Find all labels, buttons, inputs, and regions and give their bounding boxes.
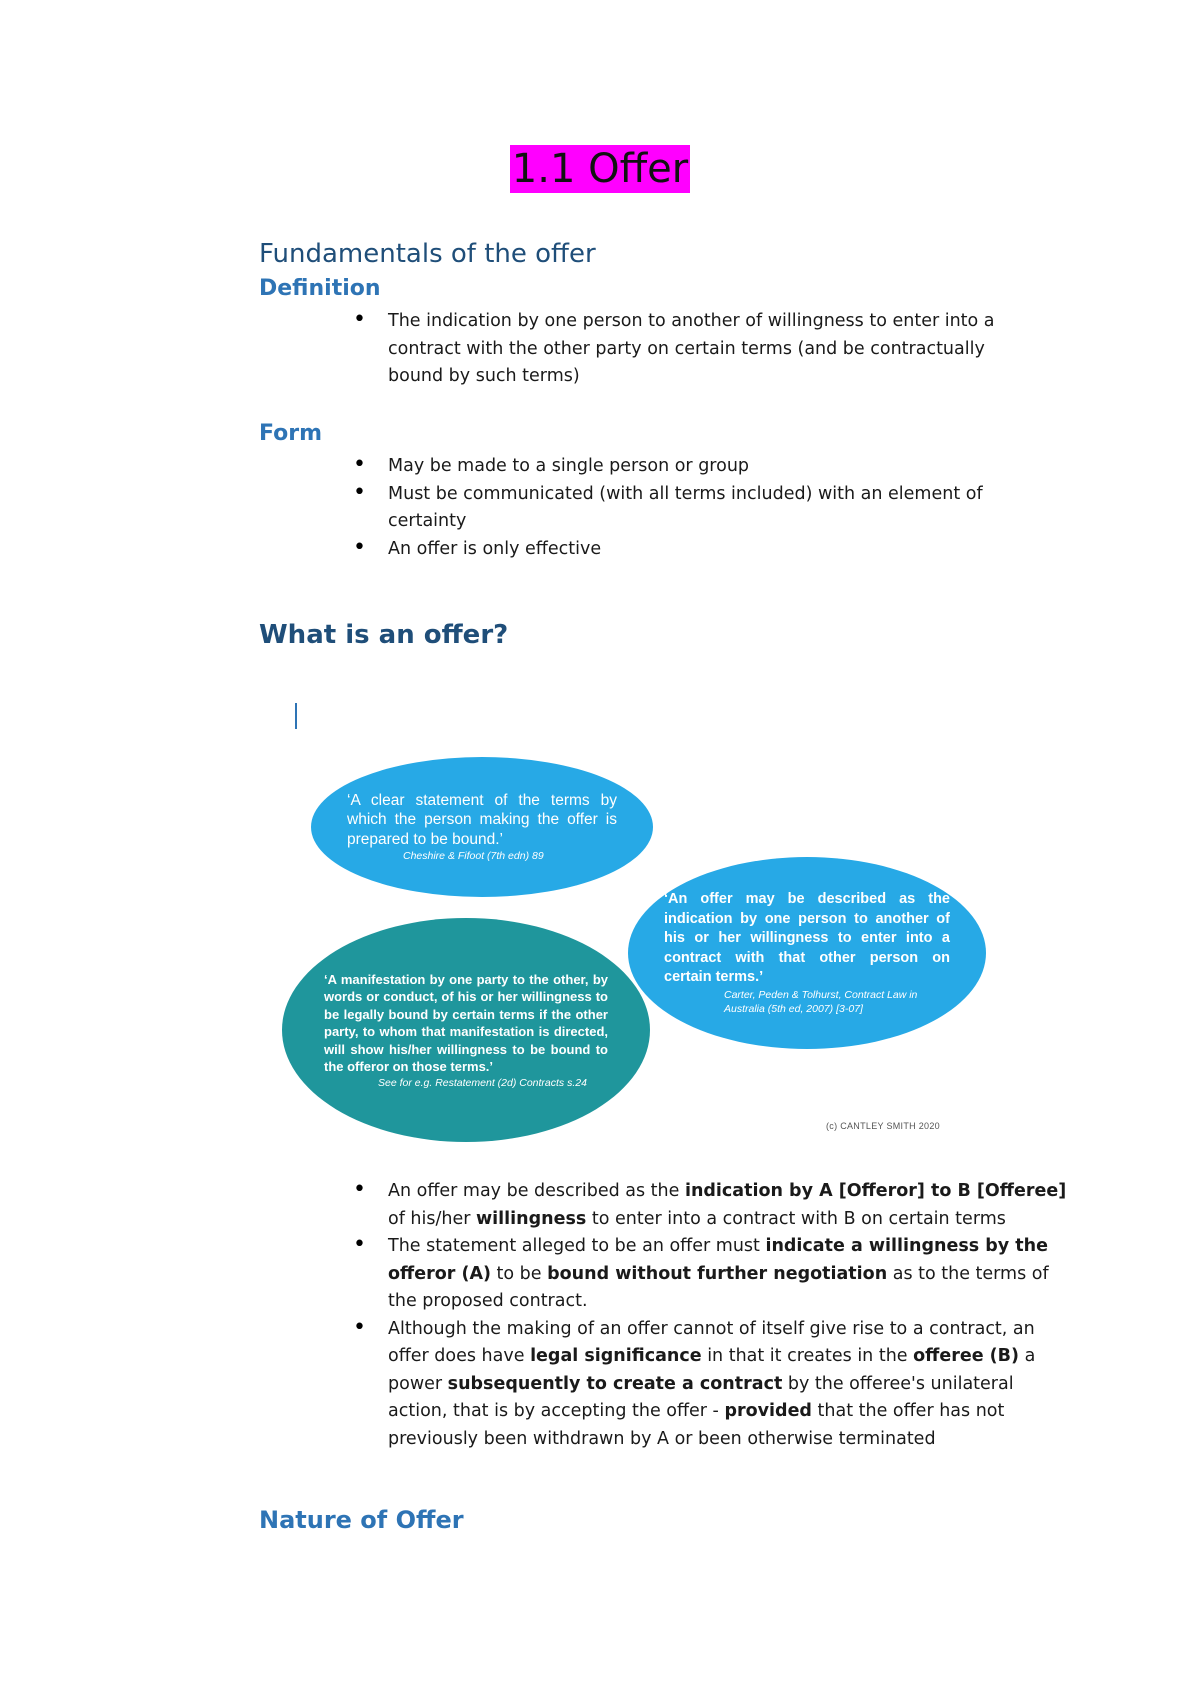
definition-list [388,308,1028,391]
heading-form: Form [259,421,323,446]
quote-text: ‘A clear statement of the terms by which the person making the offer is prepared to be bound.’ [347,791,617,848]
quote-text: ‘A manifestation by one party to the other, by words or conduct, of his or her willingness to be legally bound by certain terms if the other party, to whom that manifestation is directed, will show his/her willingness to be bound to the offeror on those terms.’ [324,971,608,1074]
form-item: • An offer is only effective [388,536,1028,564]
form-item: • May be made to a single person or group [388,453,1028,481]
diagram-copyright: (c) CANTLEY SMITH 2020 [826,1121,940,1131]
definition-item: • The indication by one person to another of willingness to enter into a contract with the other party on certain terms (and be contractually bound by such terms) [388,308,1028,391]
quote-citation: See for e.g. Restatement (2d) Contracts s.24 [378,1076,587,1089]
document-title: 1.1 Offer [511,146,689,192]
quote-ellipse-cheshire [311,757,653,897]
heading-what-is-offer: What is an offer? [259,620,509,650]
offer-point: • The statement alleged to be an offer must indicate a willingness by the offeror (A) to be bound without further negotiation as to the terms of the proposed contract. [388,1233,1068,1316]
heading-fundamentals: Fundamentals of the offer [259,239,596,269]
offer-point: • Although the making of an offer cannot of itself give rise to a contract, an offer does have legal significance in that it creates in the offeree (B) a power subsequently to create a contract by the offeree's unilateral action, that is by accepting the offer - provided that the offer has not previously been withdrawn by A or been otherwise terminated [388,1316,1068,1454]
form-item: • Must be communicated (with all terms included) with an element of certainty [388,481,1028,536]
heading-definition: Definition [259,276,381,301]
quote-ellipse-carter [628,857,986,1049]
quote-citation: Carter, Peden & Tolhurst, Contract Law in Australia (5th ed, 2007) [3-07] [724,988,918,1015]
document-title-wrap [0,145,1200,193]
quote-ellipse-restatement [282,918,650,1142]
offer-points-list [388,1178,1068,1453]
quote-citation: Cheshire & Fifoot (7th edn) 89 [403,850,544,863]
form-list [388,453,1028,563]
quote-text: ‘An offer may be described as the indication by one person to another of his or her willingness to enter into a contract with that other person on certain terms.’ [664,891,950,986]
text-cursor [295,703,297,729]
offer-point: • An offer may be described as the indication by A [Offeror] to B [Offeree] of his/her willingness to enter into a contract with B on certain terms [388,1178,1068,1233]
heading-nature-of-offer: Nature of Offer [259,1506,464,1534]
